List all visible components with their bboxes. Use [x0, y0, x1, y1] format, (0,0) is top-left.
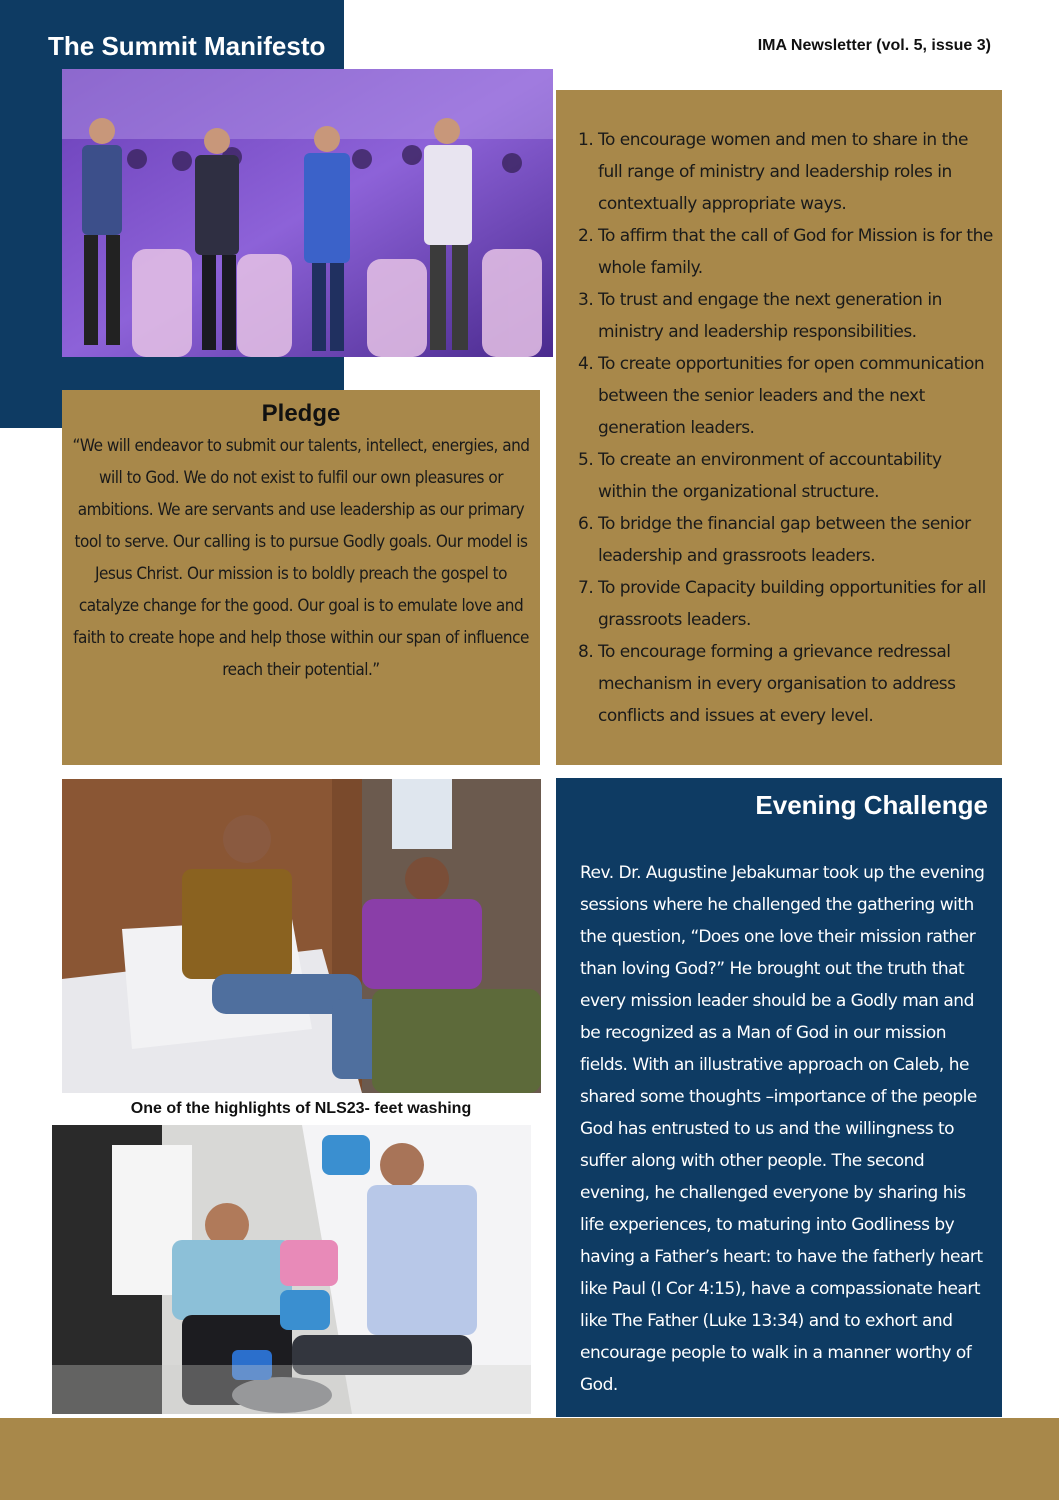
- goal-text: To encourage women and men to share in the full range of ministry and leadership roles in contextually appropriate ways.: [598, 130, 968, 214]
- photo-caption: One of the highlights of NLS23- feet washing: [130, 1100, 472, 1117]
- evening-challenge-text: Rev. Dr. Augustine Jebakumar took up the evening sessions where he challenged the gathering with the question, “Does one love their mission rather than loving God?” He brought out the truth that every mission leader should be a Godly man and be recognized as a Man of God in our mission fields. With an illustrative approach on Caleb, he shared some thoughts –importance of the people God has entrusted to us and the willingness to suffer along with other people. The second evening, he challenged everyone by sharing his life experiences, to maturing into Godliness by having a Father’s heart: to have the fatherly heart like Paul (I Cor 4:15), have a compassionate heart like The Father (Luke 13:34) and to exhort and encourage people to walk in a manner worthy of God.: [580, 863, 985, 1395]
- goal-number: 2.: [578, 226, 594, 246]
- goal-text: To trust and engage the next generation in ministry and leadership responsibilities.: [598, 290, 942, 342]
- goal-number: 4.: [578, 354, 594, 374]
- goal-item: [578, 348, 994, 444]
- newsletter-issue: IMA Newsletter (vol. 5, issue 3): [757, 37, 991, 54]
- pledge-title: Pledge: [261, 400, 341, 427]
- manifesto-goals-list: [578, 124, 994, 732]
- evening-challenge-box: [556, 778, 1002, 1417]
- goal-item: [578, 572, 994, 636]
- goal-item: [578, 508, 994, 572]
- conference-prayer-photo: [62, 69, 553, 357]
- goal-item: [578, 124, 994, 220]
- goal-item: [578, 284, 994, 348]
- pledge-box: [62, 390, 540, 765]
- goal-number: 8.: [578, 642, 594, 662]
- goal-item: [578, 220, 994, 284]
- pledge-text: “We will endeavor to submit our talents, intellect, energies, and will to God. We do not exist to fulfil our own pleasures or ambitions. We are servants and use leadership as our primary tool to serve. Our calling is to pursue Godly goals. Our model is Jesus Christ. Our mission is to boldly preach the gospel to catalyze change for the good. Our goal is to emulate love and faith to create hope and help those within our span of influence reach their potential.”: [72, 436, 530, 680]
- goal-number: 3.: [578, 290, 594, 310]
- feet-washing-photo-2: [52, 1125, 531, 1414]
- goal-text: To bridge the financial gap between the senior leadership and grassroots leaders.: [598, 514, 971, 566]
- feet-washing-photo-1: [62, 779, 541, 1093]
- evening-challenge-title: Evening Challenge: [755, 790, 988, 820]
- footer-band: [0, 1418, 1059, 1500]
- goal-item: [578, 636, 994, 732]
- goal-text: To create opportunities for open communication between the senior leaders and the next generation leaders.: [598, 354, 985, 438]
- goal-text: To encourage forming a grievance redressal mechanism in every organisation to address conflicts and issues at every level.: [598, 642, 956, 726]
- page-title: The Summit Manifesto: [48, 31, 326, 61]
- goal-text: To create an environment of accountability within the organizational structure.: [598, 450, 942, 502]
- goal-number: 5.: [578, 450, 594, 470]
- goal-number: 7.: [578, 578, 594, 598]
- goal-item: [578, 444, 994, 508]
- goal-number: 1.: [578, 130, 594, 150]
- goal-text: To provide Capacity building opportunities for all grassroots leaders.: [598, 578, 986, 630]
- goal-number: 6.: [578, 514, 594, 534]
- goal-text: To affirm that the call of God for Mission is for the whole family.: [598, 226, 993, 278]
- manifesto-goals-box: [556, 90, 1002, 765]
